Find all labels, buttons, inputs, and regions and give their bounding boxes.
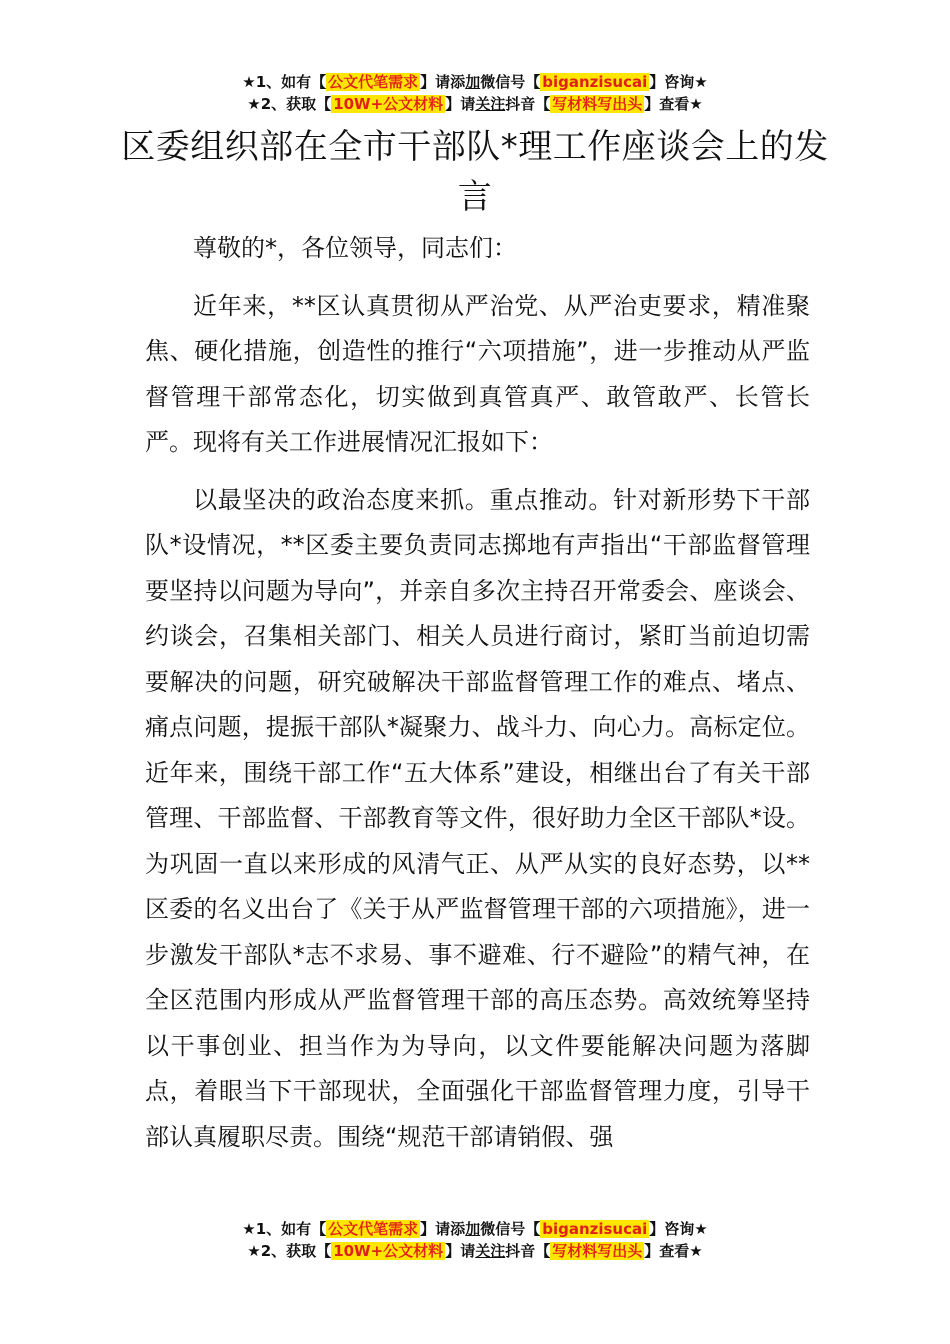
banner-text-underlined: 加 [465, 1220, 481, 1238]
document-title: 区委组织部在全市干部队*理工作座谈会上的发言 [121, 127, 829, 217]
wechat-id-highlight: biganzisucai [542, 73, 648, 91]
douyin-id-highlight: 写材料写出头 [552, 1242, 643, 1260]
banner-text: 微信号【 [480, 1220, 541, 1238]
highlight-tag: 公文代笔需求 [328, 1220, 419, 1238]
salutation: 尊敬的*，各位领导，同志们： [193, 234, 517, 262]
banner-line-1 [0, 71, 950, 93]
banner-line-2 [0, 1240, 950, 1262]
banner-text: 抖音【 [505, 1242, 551, 1260]
highlight-tag: 公文代笔需求 [328, 73, 419, 91]
wechat-id-highlight: biganzisucai [542, 1220, 648, 1238]
header-banner [0, 71, 950, 115]
banner-text: ★1、如有【 [242, 73, 327, 91]
banner-text: 】咨询★ [649, 73, 708, 91]
douyin-id-highlight: 写材料写出头 [552, 95, 643, 113]
highlight-tag: 10W+公文材料 [333, 1242, 444, 1260]
paragraph: 以最坚决的政治态度来抓。重点推动。针对新形势下干部队*设情况，**区委主要负责同志掷地有声指出“干部监督管理要坚持以问题为导向”，并亲自多次主持召开常委会、座谈会、约谈会，召集相关部门、相关人员进行商讨，紧盯当前迫切需要解决的问题，研究破解决干部监督管理工作的难点、堵点、痛点问题，提振干部队*凝聚力、战斗力、向心力。高标定位。近年来，围绕干部工作“五大体系”建设，相继出台了有关干部管理、干部监督、干部教育等文件，很好助力全区干部队*设。为巩固一直以来形成的风清气正、从严从实的良好态势，以**区委的名义出台了《关于从严监督管理干部的六项措施》，进一步激发干部队*志不求易、事不避难、行不避险”的精气神，在全区范围内形成从严监督管理干部的高压态势。高效统筹坚持以干事创业、担当作为为导向，以文件要能解决问题为落脚点，着眼当下干部现状，全面强化干部监督管理力度，引导干部认真履职尽责。围绕“规范干部请销假、强 [145, 485, 810, 1151]
banner-text: 抖音【 [505, 95, 551, 113]
banner-text: 微信号【 [480, 73, 541, 91]
banner-text: ★2、获取【 [247, 95, 332, 113]
highlight-tag: 10W+公文材料 [333, 95, 444, 113]
banner-text: 】请 [445, 1242, 476, 1260]
banner-text: ★1、如有【 [242, 1220, 327, 1238]
document-body [145, 226, 810, 1172]
banner-text: 】请 [445, 95, 476, 113]
footer-banner [0, 1218, 950, 1262]
banner-text: 】查看★ [644, 95, 703, 113]
banner-line-2 [0, 93, 950, 115]
paragraph: 近年来，**区认真贯彻从严治党、从严治吏要求，精准聚焦、硬化措施，创造性的推行“六项措施”，进一步推动从严监督管理干部常态化，切实做到真管真严、敢管敢严、长管长严。现将有关工作进展情况汇报如下： [145, 291, 810, 456]
banner-line-1 [0, 1218, 950, 1240]
banner-text-underlined: 加 [465, 73, 481, 91]
banner-text-underlined: 关注 [475, 95, 506, 113]
banner-text-underlined: 关注 [475, 1242, 506, 1260]
banner-text: 】请添 [420, 73, 466, 91]
banner-text: 】咨询★ [649, 1220, 708, 1238]
banner-text: ★2、获取【 [247, 1242, 332, 1260]
banner-text: 】查看★ [644, 1242, 703, 1260]
banner-text: 】请添 [420, 1220, 466, 1238]
